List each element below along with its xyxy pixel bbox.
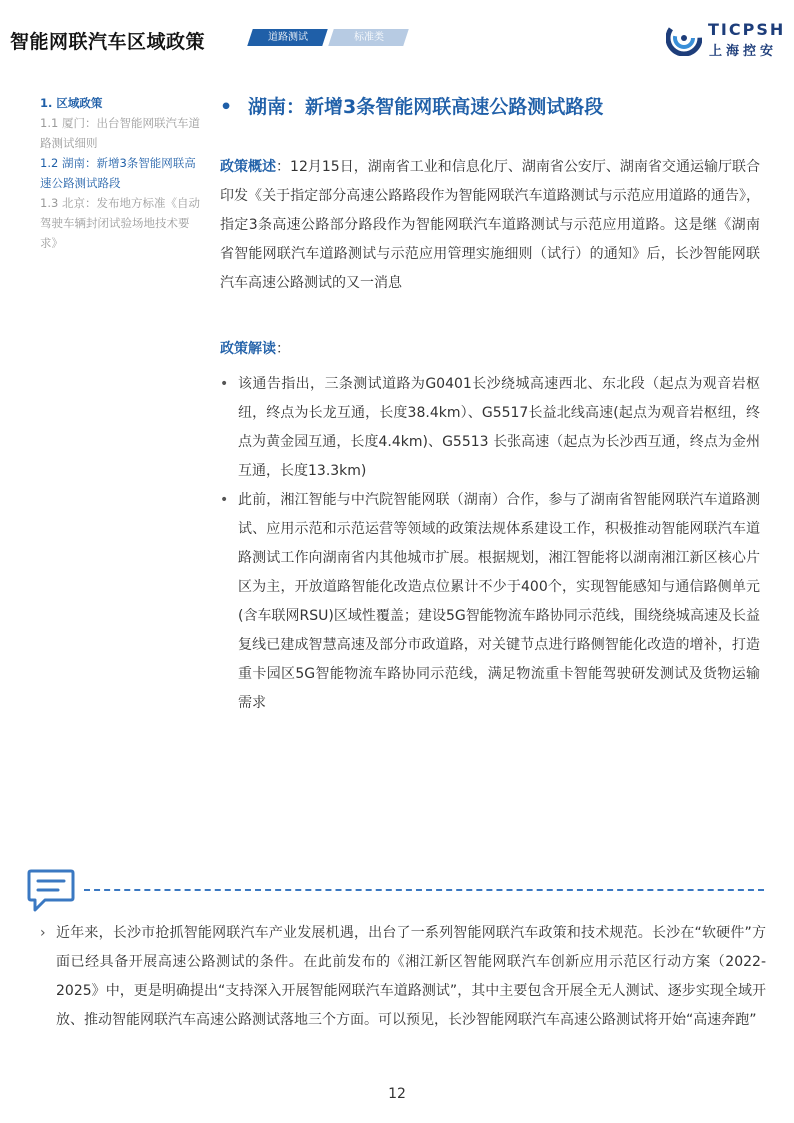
divider: [84, 889, 764, 891]
section-title: 湖南：新增3条智能网联高速公路测试路段: [248, 96, 604, 118]
logo-english: TICPSH: [708, 20, 786, 39]
toc-item-beijing[interactable]: 1.3 北京：发布地方标准《自动驾驶车辆封闭试验场地技术要求》: [40, 196, 200, 250]
tab-road-testing[interactable]: 道路测试: [247, 29, 328, 46]
heading-bullet: •: [220, 96, 233, 118]
tab-standards[interactable]: 标准类: [328, 29, 409, 46]
commentary-text: 近年来，长沙市抢抓智能网联汽车产业发展机遇，出台了一系列智能网联汽车政策和技术规范。长沙在“软硬件”方面已经具备开展高速公路测试的条件。在此前发布的《湘江新区智能网联汽车创新应用示范区行动方案（2022-2025》中，更是明确提出“支持深入开展智能网联汽车道路测试”，其中主要包含开展全无人测试、逐步实现全域开放、推动智能网联汽车高速公路测试落地三个方面。可以预见，长沙智能网联汽车高速公路测试将开始“高速奔跑”: [56, 925, 766, 1028]
toc-item-xiamen[interactable]: 1.1 厦门：出台智能网联汽车道路测试细则: [40, 116, 200, 150]
toc-item-hunan[interactable]: 1.2 湖南：新增3条智能网联高速公路测试路段: [40, 156, 196, 190]
commentary: [40, 919, 766, 1035]
overview-text: ：12月15日，湖南省工业和信息化厅、湖南省公安厅、湖南省交通运输厅联合印发《关于指定部分高速公路路段作为智能网联汽车道路测试与示范应用道路的通告》，指定3条高速公路部分路段作为智能网联汽车道路测试与示范应用道路。这是继《湖南省智能网联汽车道路测试与示范应用管理实施细则（试行）的通知》后，长沙智能网联汽车高速公路测试的又一消息: [220, 159, 760, 291]
logo-chinese: 上海控安: [709, 44, 778, 59]
comment-icon: [27, 868, 75, 914]
section-heading: [220, 92, 603, 119]
chevron-right-icon: ›: [40, 925, 46, 941]
table-of-contents: [40, 93, 200, 253]
policy-interpretation-heading: 政策解读：: [220, 341, 290, 357]
logo-swirl-icon: [666, 20, 702, 56]
company-logo: [666, 20, 786, 58]
document-title: 智能网联汽车区域政策: [10, 31, 206, 53]
page-number: 12: [388, 1086, 406, 1102]
toc-item-regional-policy[interactable]: 1. 区域政策: [40, 96, 103, 110]
overview-label: 政策概述: [220, 159, 277, 175]
list-item: • 该通告指出，三条测试道路为G0401长沙绕城高速西北、东北段（起点为观音岩枢纽，终点为长龙互通，长度38.4km）、G5517长益北线高速(起点为观音岩枢纽，终点为黄金园互通，长度4.4km)、G5513 长张高速（起点为长沙西互通，终点为金州互通，长度13.3km): [220, 370, 760, 486]
interpretation-list: [220, 370, 760, 718]
policy-overview: [220, 153, 760, 298]
list-item: • 此前，湘江智能与中汽院智能网联（湖南）合作，参与了湖南省智能网联汽车道路测试、应用示范和示范运营等领域的政策法规体系建设工作，积极推动智能网联汽车道路测试工作向湖南省内其他城市扩展。根据规划，湘江智能将以湖南湘江新区核心片区为主，开放道路智能化改造点位累计不少于400个，实现智能感知与通信路侧单元(含车联网RSU)区域性覆盖；建设5G智能物流车路协同示范线，围绕绕城高速及长益复线已建成智慧高速及部分市政道路，对关键节点进行路侧智能化改造的增补，打造重卡园区5G智能物流车路协同示范线，满足物流重卡智能驾驶研发测试及货物运输需求: [220, 486, 760, 718]
interpretation-label: 政策解读: [220, 341, 276, 357]
